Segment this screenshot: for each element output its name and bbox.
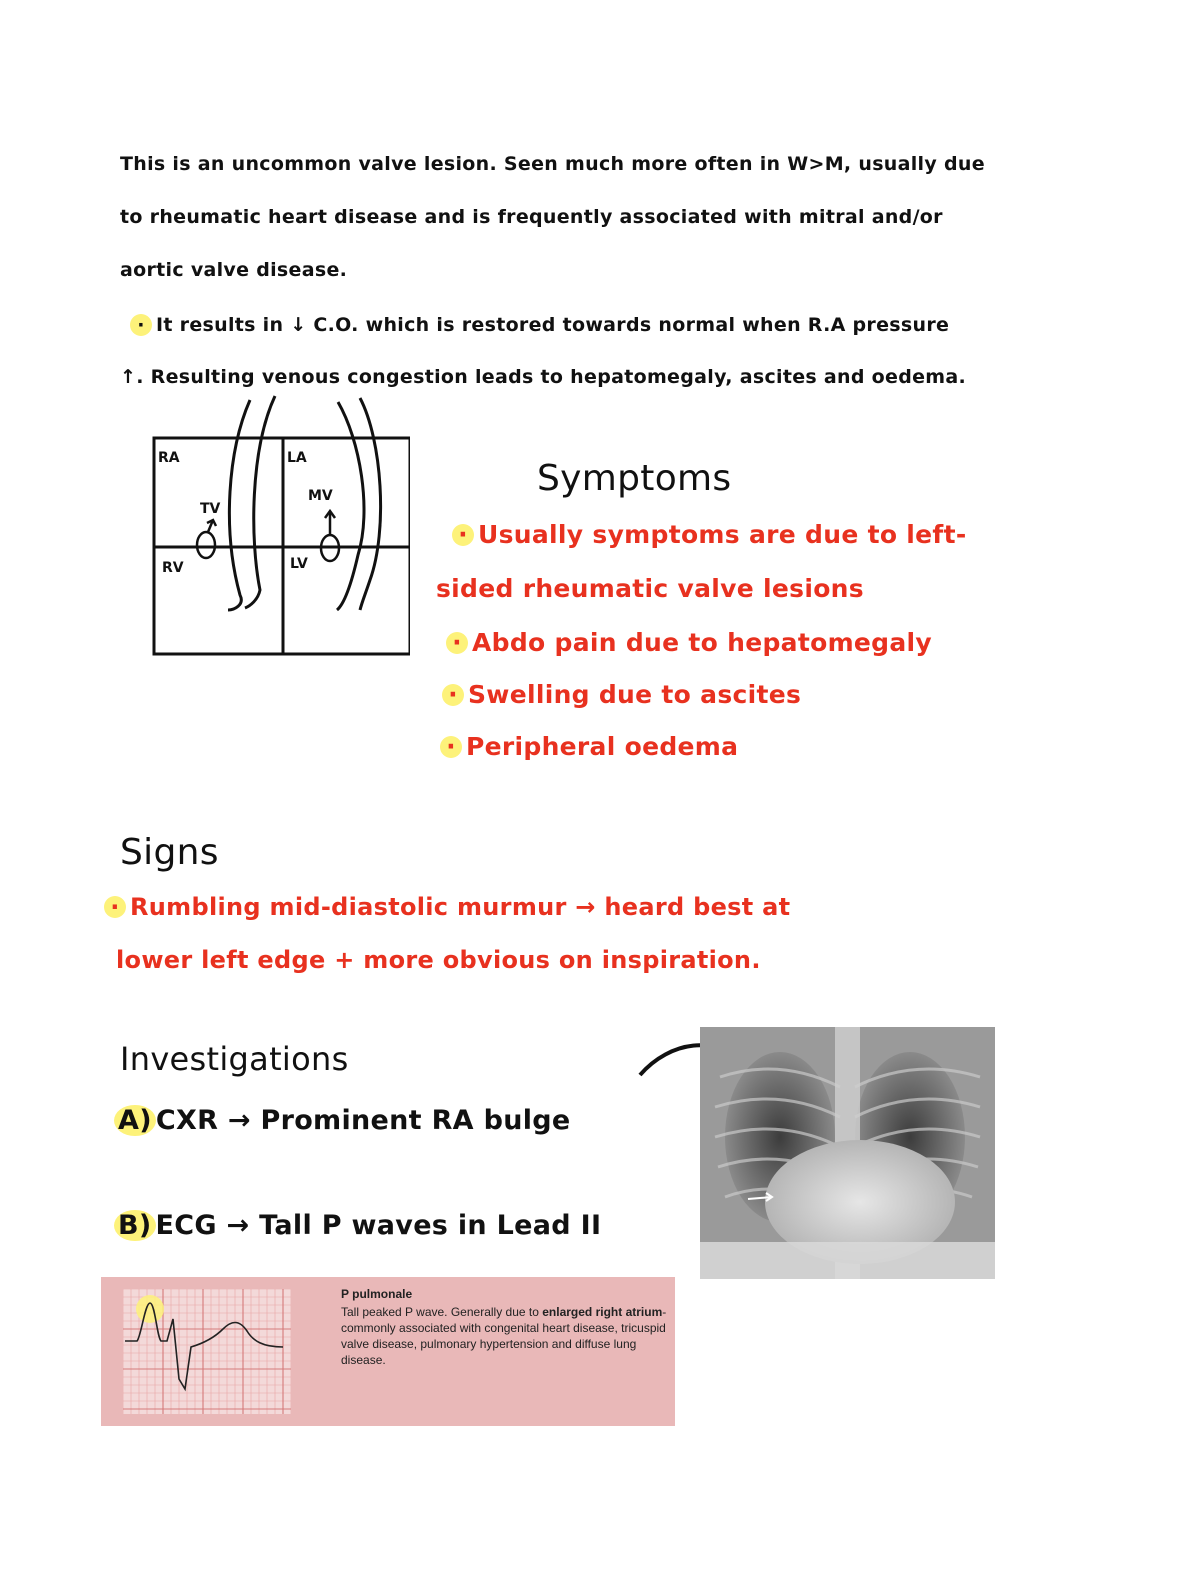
symptom-item-2: · Abdo pain due to hepatomegaly <box>446 628 932 657</box>
ecg-p-pulmonale-card <box>101 1277 675 1426</box>
symptoms-heading: Symptoms <box>537 458 732 499</box>
chest-xray-image <box>700 1027 995 1279</box>
ecg-card-title: P pulmonale <box>341 1287 413 1301</box>
investigations-heading: Investigations <box>120 1040 349 1078</box>
intro-line-1: This is an uncommon valve lesion. Seen much more often in W>M, usually due <box>120 153 985 175</box>
intro-bullet-line-2: ↑. Resulting venous congestion leads to hepatomegaly, ascites and oedema. <box>120 366 967 388</box>
venous-flow-lines-icon <box>228 396 381 610</box>
symptom-item-4: · Peripheral oedema <box>440 732 738 761</box>
highlight-bullet-icon: · <box>446 632 468 654</box>
intro-line-3: aortic valve disease. <box>120 259 348 281</box>
highlight-bullet-icon: · <box>440 736 462 758</box>
mitral-valve-icon <box>321 511 339 561</box>
signs-line-1: · Rumbling mid-diastolic murmur → heard best at <box>104 893 790 921</box>
highlight-bullet-icon: · <box>104 896 126 918</box>
ecg-trace-image <box>123 1289 291 1414</box>
intro-line-2: to rheumatic heart disease and is frequently associated with mitral and/or <box>120 206 943 228</box>
investigation-b-label: B) <box>114 1210 156 1241</box>
label-ra: RA <box>158 450 180 466</box>
heart-diagram <box>150 390 410 660</box>
ecg-card-description: Tall peaked P wave. Generally due to enlarged right atrium- commonly associated with congenital heart disease, tricuspid valve disease, pulmonary hypertension and diffuse lung disease. <box>341 1305 667 1367</box>
signs-line-2: lower left edge + more obvious on inspiration. <box>116 946 761 974</box>
highlight-bullet-icon: · <box>452 524 474 546</box>
intro-bullet-line-1: · It results in ↓ C.O. which is restored towards normal when R.A pressure <box>130 314 949 336</box>
investigation-a-label: A) <box>114 1105 156 1136</box>
label-mv: MV <box>308 488 333 504</box>
investigation-b: B) ECG → Tall P waves in Lead II <box>114 1210 601 1241</box>
highlight-bullet-icon: · <box>130 314 152 336</box>
label-tv: TV <box>200 501 221 517</box>
tricuspid-valve-icon <box>197 520 216 558</box>
symptom-item-1-line-2: sided rheumatic valve lesions <box>436 574 864 603</box>
label-rv: RV <box>162 560 184 576</box>
signs-heading: Signs <box>120 832 219 873</box>
investigation-a: A) CXR → Prominent RA bulge <box>114 1105 571 1136</box>
symptom-item-3: · Swelling due to ascites <box>442 680 801 709</box>
label-la: LA <box>287 450 307 466</box>
symptom-item-1-line-1: · Usually symptoms are due to left- <box>452 520 967 549</box>
label-lv: LV <box>290 556 308 572</box>
highlight-bullet-icon: · <box>442 684 464 706</box>
